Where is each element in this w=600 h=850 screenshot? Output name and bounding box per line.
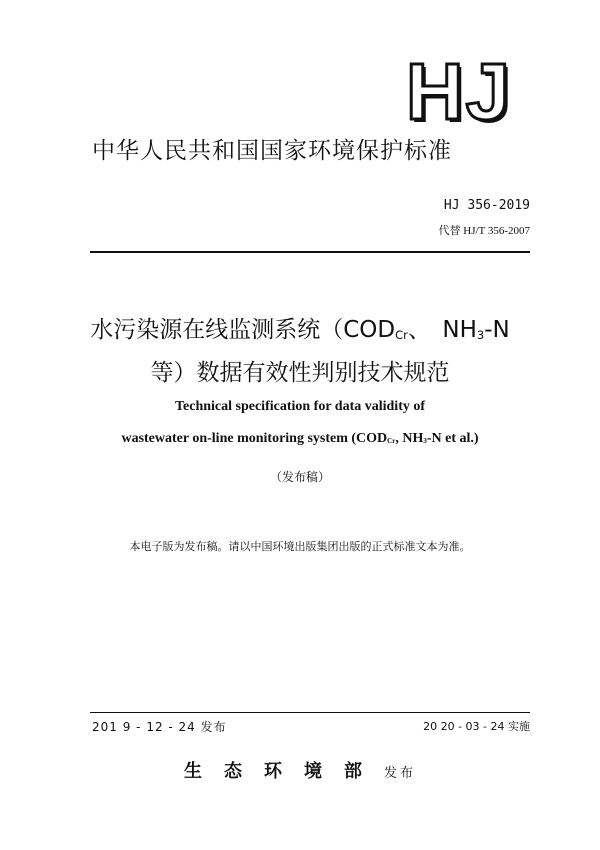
top-divider xyxy=(90,251,530,253)
publisher-suffix: 发布 xyxy=(383,766,416,781)
chinese-title-line-2: 等）数据有效性判别技术规范 xyxy=(150,360,450,386)
subscript-3: 3 xyxy=(423,437,427,446)
standard-code: HJ 356-2019 xyxy=(443,198,530,213)
english-title-part: , NH xyxy=(395,431,424,446)
chinese-title-part: 水污染源在线监测系统（COD xyxy=(90,317,396,343)
chinese-title-line-1 xyxy=(0,310,600,353)
english-title-line-2 xyxy=(0,431,600,447)
subscript-cr: Cr xyxy=(387,437,396,446)
electronic-version-notice: 本电子版为发布稿。请以中国环境出版集团出版的正式标准文本为准。 xyxy=(129,540,471,553)
chinese-title xyxy=(0,310,600,393)
organization-title: 中华人民共和国国家环境保护标准 xyxy=(92,138,452,164)
publisher-name: 生态环境部 xyxy=(183,761,384,782)
subscript-cr: Cr xyxy=(395,328,408,343)
english-title-line-1: Technical specification for data validity of xyxy=(174,399,426,414)
english-title-part: -N et al.) xyxy=(426,431,479,446)
draft-label: （发布稿） xyxy=(269,470,330,484)
publisher xyxy=(0,757,600,783)
replaces-note: 代替 HJ/T 356-2007 xyxy=(438,225,530,237)
chinese-title-part: 、 NH xyxy=(407,317,477,343)
issue-date: 201 9 - 12 - 24 发布 xyxy=(92,720,227,734)
english-title-part: wastewater on-line monitoring system (COD xyxy=(121,431,388,446)
bottom-divider xyxy=(90,712,530,713)
subscript-3: 3 xyxy=(476,328,485,343)
hj-logo: HJ xyxy=(405,47,513,136)
implementation-date: 20 20 - 03 - 24 实施 xyxy=(423,720,530,733)
chinese-title-part: -N xyxy=(484,317,510,343)
